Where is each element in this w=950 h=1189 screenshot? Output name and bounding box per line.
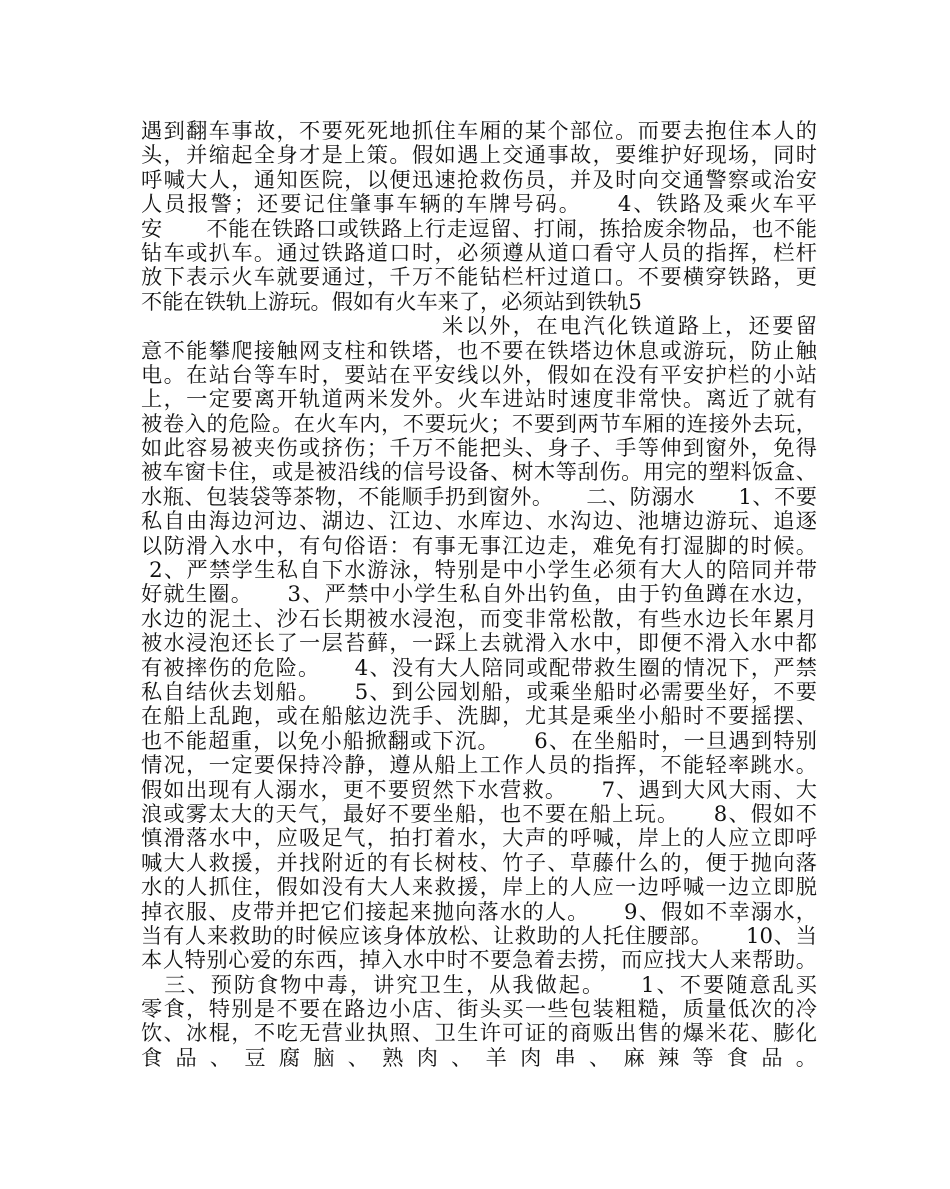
text-line: 以防滑入水中，有句俗语：有事无事江边走，难免有打湿脚的时候。: [141, 532, 817, 558]
text-line: 水边的泥土、沙石长期被水浸泡，而变非常松散，有些水边长年累月: [141, 605, 817, 631]
text-line: 情况，一定要保持冷静，遵从船上工作人员的指挥，不能轻率跳水。: [141, 752, 817, 778]
text-line: 掉衣服、皮带并把它们接起来抛向落水的人。 9、假如不幸溺水，: [141, 898, 817, 924]
text-line: 意不能攀爬接触网支柱和铁塔，也不要在铁塔边休息或游玩，防止触: [141, 337, 817, 363]
text-line: 水瓶、包装袋等茶物，不能顺手扔到窗外。 二、防溺水 1、不要: [141, 483, 817, 509]
text-line: 浪或雾太大的天气，最好不要坐船，也不要在船上玩。 8、假如不: [141, 800, 817, 826]
text-line: 米以外，在电汽化铁道路上，还要留: [442, 313, 817, 339]
text-line: 本人特别心爱的东西，掉入水中时不要急着去捞，而应找大人来帮助。: [141, 947, 817, 973]
text-line: 喊大人救援，并找附近的有长树枝、竹子、草藤什么的，便于抛向落: [141, 849, 817, 875]
text-line: 安 不能在铁路口或铁路上行走逗留、打闹，拣拾废余物品，也不能: [141, 215, 817, 241]
text-line: 当有人来救助的时候应该身体放松、让救助的人托住腰部。 10、当: [141, 922, 817, 948]
text-line: 饮、冰棍，不吃无营业执照、卫生许可证的商贩出售的爆米花、膨化: [141, 1020, 817, 1046]
text-line: 被卷入的危险。在火车内，不要玩火；不要到两节车厢的连接外去玩，: [141, 410, 817, 436]
text-line: 零食，特别是不要在路边小店、街头买一些包装粗糙，质量低次的冷: [141, 996, 817, 1022]
text-line: 放下表示火车就要通过，千万不能钻栏杆过道口。不要横穿铁路，更: [141, 264, 817, 290]
text-line: 头，并缩起全身才是上策。假如遇上交通事故，要维护好现场，同时: [141, 142, 817, 168]
text-line: 私自由海边河边、湖边、江边、水库边、水沟边、池塘边游玩、追逐: [141, 508, 817, 534]
text-line: 如此容易被夹伤或挤伤；千万不能把头、身子、手等伸到窗外，免得: [141, 435, 817, 461]
text-line: 钻车或扒车。通过铁路道口时，必须遵从道口看守人员的指挥，栏杆: [141, 239, 817, 265]
text-line: 2、严禁学生私自下水游泳，特别是中小学生必须有大人的陪同并带: [141, 557, 817, 583]
text-line: 食品、豆腐脑、熟肉、羊肉串、麻辣等食品。: [141, 1044, 817, 1070]
text-line: 好就生圈。 3、严禁中小学生私自外出钓鱼，由于钓鱼蹲在水边，: [141, 581, 817, 607]
text-line: 水的人抓住，假如没有大人来救援，岸上的人应一边呼喊一边立即脱: [141, 874, 817, 900]
text-line: 有被摔伤的危险。 4、没有大人陪同或配带救生圈的情况下，严禁: [141, 654, 817, 680]
text-line: 私自结伙去划船。 5、到公园划船，或乘坐船时必需要坐好，不要: [141, 678, 817, 704]
text-line: 在船上乱跑，或在船舷边洗手、洗脚，尤其是乘坐小船时不要摇摆、: [141, 703, 817, 729]
body-text: [141, 119, 817, 1070]
text-line: 上，一定要离开轨道两米发外。火车进站时速度非常快。离近了就有: [141, 386, 817, 412]
text-line: 假如出现有人溺水，更不要贸然下水营救。 7、遇到大风大雨、大: [141, 776, 817, 802]
text-line: 不能在铁轨上游玩。假如有火车来了，必须站到铁轨5: [141, 288, 642, 314]
text-line: 被水浸泡还长了一层苔藓，一踩上去就滑入水中，即便不滑入水中都: [141, 630, 817, 656]
text-line: 三、预防食物中毒，讲究卫生，从我做起。 1、不要随意乱买: [141, 971, 817, 997]
text-line: 遇到翻车事故，不要死死地抓住车厢的某个部位。而要去抱住本人的: [141, 118, 817, 143]
text-line: 也不能超重，以免小船掀翻或下沉。 6、在坐船时，一旦遇到特别: [141, 727, 817, 753]
text-line: 呼喊大人，通知医院，以便迅速抢救伤员，并及时向交通警察或治安: [141, 166, 817, 192]
text-line: 慎滑落水中，应吸足气，拍打着水，大声的呼喊，岸上的人应立即呼: [141, 825, 817, 851]
text-line: 被车窗卡住，或是被沿线的信号设备、树木等刮伤。用完的塑料饭盒、: [141, 459, 817, 485]
text-line: 电。在站台等车时，要站在平安线以外，假如在没有平安护栏的小站: [141, 361, 817, 387]
text-line: 人员报警；还要记住肇事车辆的车牌号码。 4、铁路及乘火车平: [141, 191, 817, 217]
